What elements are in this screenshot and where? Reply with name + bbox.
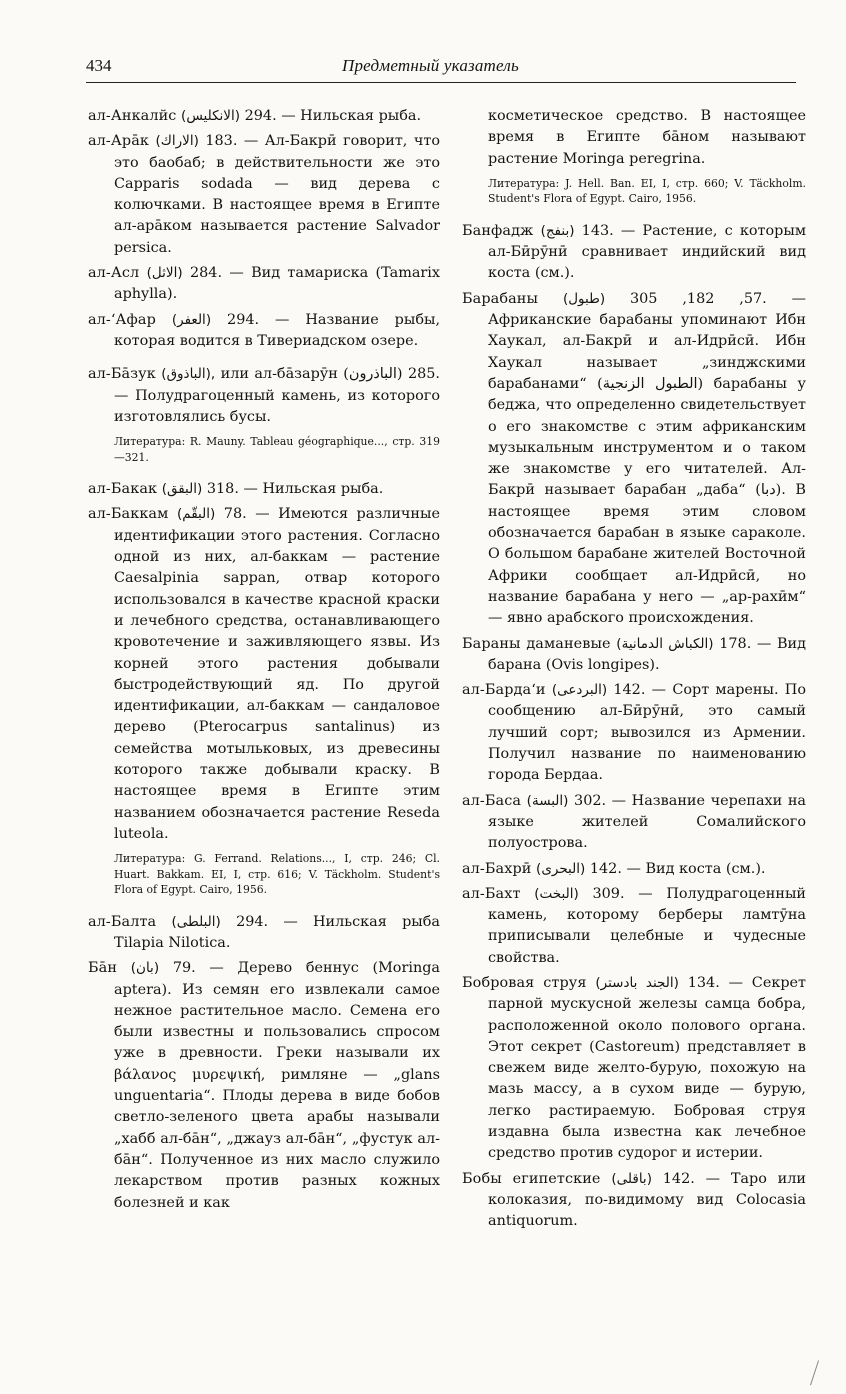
entry-headword: ал-Анкалйс bbox=[88, 108, 177, 124]
entry-text: 142. — Вид коста (см.). bbox=[585, 860, 766, 877]
scan-mark bbox=[810, 1360, 820, 1385]
entry-continuation: косметическое средство. В настоящее время в Египте бāном называют растение Moringa peregrina. bbox=[488, 108, 806, 167]
entry-text: 142. — Сорт марены. По сообщению ал-Бӣрӯнӣ, это самый лучший сорт; вывозился из Армении. Получил название по наименованию города Бердаа. bbox=[488, 682, 807, 784]
right-column bbox=[462, 106, 806, 1237]
entry-headword: ал-Бахт bbox=[462, 885, 521, 902]
index-entry bbox=[88, 364, 440, 428]
entry-text: 294. — Нильская рыба. bbox=[240, 108, 422, 124]
literature-note: Литература: G. Ferrand. Relations..., I, стр. 246; Cl. Huart. Bakkam. EI, I, стр. 616; V. Täckholm. Student's Flora of Egypt. Cairo, 1956. bbox=[114, 852, 440, 897]
entry-headword: ал-Бакак bbox=[88, 481, 158, 498]
entry-text: 178. — Вид барана (Ovis longipes). bbox=[488, 635, 806, 673]
arabic-term: (طبول) bbox=[562, 290, 606, 307]
arabic-term: (البقّم) bbox=[176, 506, 216, 523]
arabic-term: (الجند بادستر) bbox=[595, 974, 679, 991]
index-entry bbox=[462, 791, 806, 855]
arabic-term: (البخت) bbox=[534, 885, 579, 902]
entry-headword: Барабаны bbox=[462, 290, 539, 307]
entry-text: 294. — Нильская рыба Tilapia Nilotica. bbox=[114, 913, 441, 951]
entry-text: 183. — Ал-Бакрӣ говорит, что это баобаб; в действительности же это Capparis sodada — вид дерева с колючками. В настоящее время в Египте ал-арāком называется растение Salvador persica. bbox=[114, 133, 440, 256]
arabic-term: (الباذوق), bbox=[161, 366, 216, 383]
index-entry bbox=[462, 634, 806, 677]
entry-headword: ал-Бāзук bbox=[88, 366, 156, 383]
left-column bbox=[88, 106, 440, 1218]
index-entry bbox=[88, 912, 440, 955]
index-entry bbox=[462, 884, 806, 969]
arabic-term: (العفر) bbox=[171, 311, 212, 328]
entry-text: 79. — Дерево беннус (Moringa aptera). Из семян его извлекали самое нежное растительное масло. Семена его были известны и пользовались спросом уже в древности. Греки называли их βάλανος μυρεψική, римляне — „glans unguentaria“. Плоды дерева в виде бобов светло-зеленого цвета арабы называли „хабб ал-бāн“, „джауз ал-бāн“, „фустук ал-бāн“. Полученное из них масло служило лекарством против разных кожных болезней и как bbox=[114, 960, 441, 1211]
entry-headword: ал-Балта bbox=[88, 913, 157, 930]
arabic-term: (البردعى) bbox=[551, 682, 608, 699]
index-entry bbox=[88, 310, 440, 353]
index-entry bbox=[462, 973, 806, 1165]
entry-headword: ал-Баса bbox=[462, 792, 522, 809]
arabic-term: (الكباش الدمانية) bbox=[616, 635, 714, 652]
entry-headword: ал-Асл bbox=[88, 265, 140, 282]
entry-headword: ал-Барда‘и bbox=[462, 682, 546, 699]
entry-text: 318. — Нильская рыба. bbox=[202, 481, 384, 498]
entry-text: или ал-бāзарӯн (الباذرون) 285. — Полудрагоценный камень, из которого изготовлялись бусы. bbox=[114, 366, 440, 425]
index-entry bbox=[462, 289, 806, 630]
entry-headword: Бараны даманевые bbox=[462, 635, 611, 652]
entry-text: 134. — Секрет парной мускусной железы самца бобра, расположенной около полового органа. Этот секрет (Castoreum) представляет в свежем виде желто-бурую, похожую на мазь массу, а в сухом виде — бурую, легко растираемую. Бобровая струя издавна была известна как лечебное средство против судорог и истерии. bbox=[488, 974, 807, 1162]
entry-headword: Бāн bbox=[88, 960, 118, 977]
entry-text: 309. — Полудрагоценный камень, которому берберы ламтӯна приписывали целебные и чудесные свойства. bbox=[488, 885, 807, 966]
arabic-term: (الاراك) bbox=[155, 133, 199, 150]
entry-text: 284. — Вид тамариска (Tamarix aphylla). bbox=[114, 265, 441, 303]
entry-headword: ал-Бахрӣ bbox=[462, 860, 532, 877]
arabic-term: (البلطى) bbox=[171, 913, 221, 930]
index-entry bbox=[462, 221, 806, 285]
index-entry bbox=[462, 859, 806, 880]
index-entry bbox=[88, 106, 440, 127]
entry-headword: Банфадж bbox=[462, 222, 534, 239]
literature-note: Литература: J. Hell. Ban. EI, I, стр. 660; V. Täckholm. Student's Flora of Egypt. Cairo, 1956. bbox=[488, 176, 806, 206]
entry-text: 143. — Растение, с которым ал-Бӣрӯнӣ сравнивает индийский вид коста (см.). bbox=[488, 222, 807, 282]
index-entry bbox=[88, 263, 440, 306]
arabic-term: (بان) bbox=[130, 960, 160, 977]
entry-text: 78. — Имеются различные идентификации этого растения. Согласно одной из них, ал-баккам — растение Caesalpinia sappan, отвар которого использовался в качестве красной краски и лечебного средства, останавливающего кровотечение и заживляющего язвы. Из корней этого растения добывали быстродействующий яд. По другой идентификации, ал-баккам — сандаловое дерево (Pterocarpus santalinus) из семейства мотыльковых, из древесины которого также добывали краску. В настоящее время в Египте этим названием обозначается растение Reseda luteola. bbox=[114, 506, 440, 842]
page-header bbox=[86, 56, 792, 82]
entry-headword: ал-‘Афар bbox=[88, 311, 156, 328]
page-number: 434 bbox=[86, 56, 112, 75]
entry-headword: ал-Баккам bbox=[88, 506, 169, 523]
index-entry bbox=[88, 131, 440, 259]
entry-headword: Бобы египетские bbox=[462, 1170, 601, 1187]
literature-note: Литература: R. Mauny. Tableau géographique..., стр. 319—321. bbox=[114, 435, 440, 464]
index-entry bbox=[462, 680, 806, 786]
arabic-term: (الاثل) bbox=[146, 265, 183, 282]
arabic-term: (باقلى) bbox=[611, 1170, 652, 1187]
entry-text: 302. — Название черепахи на языке жителей Сомалийского полуострова. bbox=[488, 792, 806, 852]
arabic-term: (البقق) bbox=[161, 481, 203, 498]
index-entry bbox=[88, 958, 440, 1214]
entry-text: 142. — Таро или колоказия, по-видимому вид Colocasia antiquorum. bbox=[488, 1170, 807, 1230]
index-entry bbox=[88, 504, 440, 845]
arabic-term: (الانكليس) bbox=[181, 108, 241, 124]
arabic-term: (بنفج) bbox=[540, 222, 575, 239]
header-rule bbox=[86, 82, 796, 83]
index-entry bbox=[462, 1169, 806, 1233]
entry-headword: Бобровая струя bbox=[462, 974, 587, 991]
arabic-term: (البسة) bbox=[526, 792, 569, 809]
arabic-term: (البحرى) bbox=[536, 860, 586, 877]
entry-text: 57, 182, 305. — Африканские барабаны упоминают Ибн Хаукал, ал-Бакрӣ и ал-Идрӣсӣ. Ибн Хаукал называет „зинджскими барабанами“ (الطبول الزنجية) барабаны у беджа, что определенно свидетельствует о его знакомстве с этим африканским музыкальным инструментом и о таком же знакомстве у его читателей. Ал-Бакрӣ называет барабан „даба“ (دبا). В настоящее время этим словом обозначается барабан в языке сараколе. О большом барабане жителей Восточной Африки сообщает ал-Идрӣсӣ, но название барабана у него — „ар-рахӣм“ — явно арабского происхождения. bbox=[488, 290, 806, 627]
index-entry bbox=[88, 479, 440, 500]
entry-headword: ал-Арāк bbox=[88, 133, 149, 150]
running-title: Предметный указатель bbox=[342, 56, 519, 75]
entry-text: 294. — Название рыбы, которая водится в Тивериадском озере. bbox=[114, 311, 441, 349]
